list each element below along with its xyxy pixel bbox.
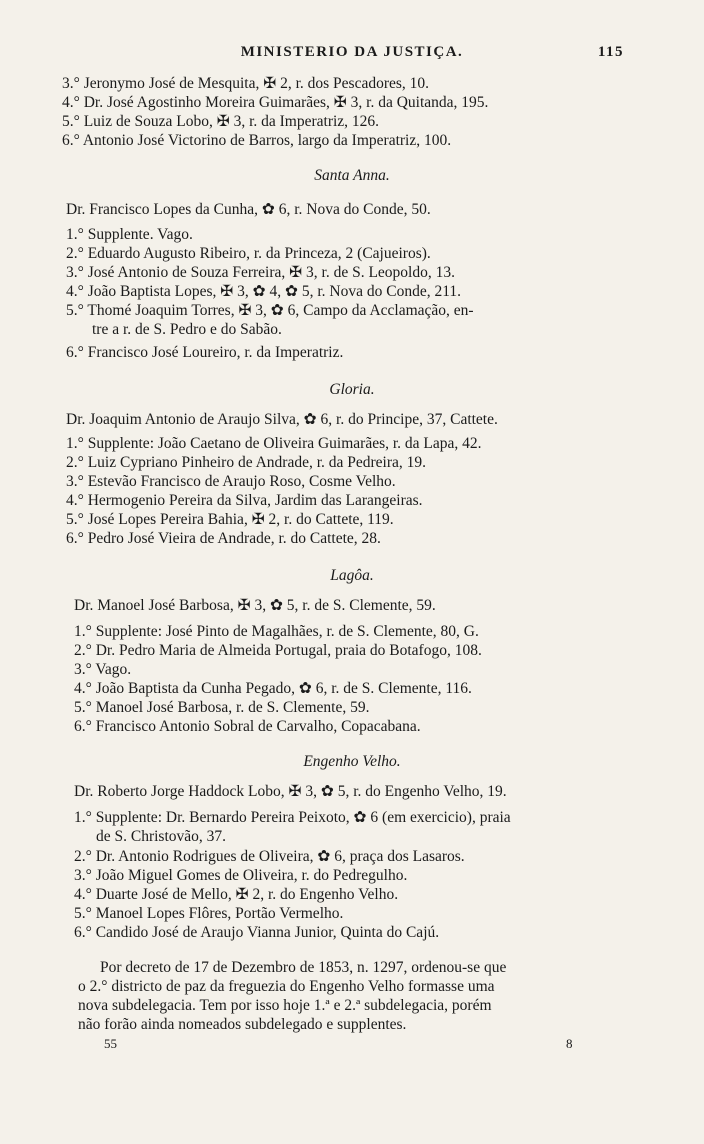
text-line (0, 491, 704, 510)
section-heading (0, 166, 704, 185)
text-line (0, 596, 704, 615)
text-line-content: Por decreto de 17 de Dezembro de 1853, n. 1297, ordenou-se que (100, 959, 507, 976)
text-line (0, 1015, 704, 1034)
text-line (0, 977, 704, 996)
text-line-content: 1.° Supplente: José Pinto de Magalhães, r. de S. Clemente, 80, G. (74, 623, 479, 640)
text-line (0, 225, 704, 244)
text-line-content: 3.° Jeronymo José de Mesquita, ✠ 2, r. dos Pescadores, 10. (62, 75, 430, 92)
page-number: 115 (597, 44, 624, 60)
text-line-content: 3.° Vago. (74, 661, 132, 678)
text-line-content: 4.° João Baptista Lopes, ✠ 3, ✿ 4, ✿ 5, r. Nova do Conde, 211. (66, 283, 462, 300)
section-heading-text: Engenho Velho. (303, 753, 401, 770)
text-line-content: 1.° Supplente: Dr. Bernardo Pereira Peixoto, ✿ 6 (em exercicio), praia (74, 809, 511, 826)
text-line (0, 679, 704, 698)
text-line-content: tre a r. de S. Pedro e do Sabão. (92, 321, 282, 338)
section-heading (0, 380, 704, 399)
text-line (0, 320, 704, 339)
text-line (0, 410, 704, 429)
text-line-content: Dr. Francisco Lopes da Cunha, ✿ 6, r. Nova do Conde, 50. (66, 201, 431, 218)
page-title: MINISTERIO DA JUSTIÇA. (240, 44, 464, 60)
text-line (0, 996, 704, 1015)
text-line-content: de S. Christovão, 37. (96, 828, 227, 845)
section-heading-text: Santa Anna. (314, 167, 390, 184)
text-line (0, 453, 704, 472)
text-line-content: não forão ainda nomeados subdelegado e supplentes. (78, 1016, 407, 1033)
text-line-content: 3.° Estevão Francisco de Araujo Roso, Cosme Velho. (66, 473, 396, 490)
text-line (0, 698, 704, 717)
page-header (0, 44, 704, 66)
text-line-content: 5.° Thomé Joaquim Torres, ✠ 3, ✿ 6, Campo da Acclamação, en- (66, 302, 474, 319)
text-line-content: 6.° Antonio José Victorino de Barros, largo da Imperatriz, 100. (62, 132, 452, 149)
text-line (0, 282, 704, 301)
text-line (0, 827, 704, 846)
text-line-content: 1.° Supplente. Vago. (66, 226, 193, 243)
text-line-content: 2.° Dr. Antonio Rodrigues de Oliveira, ✿ 6, praça dos Lasaros. (74, 848, 465, 865)
signature-mark: 55 (104, 1036, 117, 1051)
text-line-content: 4.° Hermogenio Pereira da Silva, Jardim das Larangeiras. (66, 492, 423, 509)
text-line-content: 2.° Luiz Cypriano Pinheiro de Andrade, r. da Pedreira, 19. (66, 454, 427, 471)
text-line (0, 244, 704, 263)
text-line (0, 472, 704, 491)
section-heading-text: Lagôa. (330, 567, 374, 584)
text-line (0, 923, 704, 942)
text-line-content: 4.° Dr. José Agostinho Moreira Guimarães, ✠ 3, r. da Quitanda, 195. (62, 94, 489, 111)
text-line-content: 6.° Pedro José Vieira de Andrade, r. do Cattete, 28. (66, 530, 381, 547)
text-line-content: nova subdelegacia. Tem por isso hoje 1.ª e 2.ª subdelegacia, porém (78, 997, 492, 1014)
text-line-content: 2.° Dr. Pedro Maria de Almeida Portugal, praia do Botafogo, 108. (74, 642, 482, 659)
text-line-content: 2.° Eduardo Augusto Ribeiro, r. da Princeza, 2 (Cajueiros). (66, 245, 431, 262)
text-line-content: 6.° Francisco José Loureiro, r. da Imperatriz. (66, 344, 344, 361)
text-line-content: 4.° Duarte José de Mello, ✠ 2, r. do Engenho Velho. (74, 886, 399, 903)
text-line (0, 93, 704, 112)
text-line (0, 808, 704, 827)
text-line-content: Dr. Roberto Jorge Haddock Lobo, ✠ 3, ✿ 5, r. do Engenho Velho, 19. (74, 783, 507, 800)
text-line (0, 200, 704, 219)
section-heading-text: Gloria. (329, 381, 375, 398)
text-line-content: Dr. Manoel José Barbosa, ✠ 3, ✿ 5, r. de S. Clemente, 59. (74, 597, 436, 614)
text-line-content: 1.° Supplente: João Caetano de Oliveira Guimarães, r. da Lapa, 42. (66, 435, 482, 452)
text-line (0, 74, 704, 93)
text-line (0, 112, 704, 131)
section-heading (0, 566, 704, 585)
text-line-content: 6.° Francisco Antonio Sobral de Carvalho, Copacabana. (74, 718, 421, 735)
text-line (0, 847, 704, 866)
text-line-content: 5.° Manoel Lopes Flôres, Portão Vermelho. (74, 905, 344, 922)
text-line (0, 958, 704, 977)
text-line-content: Dr. Joaquim Antonio de Araujo Silva, ✿ 6, r. do Principe, 37, Cattete. (66, 411, 498, 428)
text-line (0, 866, 704, 885)
text-line (0, 641, 704, 660)
text-line (0, 301, 704, 320)
text-line (0, 131, 704, 150)
text-line (0, 782, 704, 801)
text-line-content: o 2.° districto de paz da freguezia do Engenho Velho formasse uma (78, 978, 495, 995)
text-line-content: 6.° Candido José de Araujo Vianna Junior, Quinta do Cajú. (74, 924, 440, 941)
text-line (0, 717, 704, 736)
text-line (0, 622, 704, 641)
text-line-content: 3.° José Antonio de Souza Ferreira, ✠ 3, r. de S. Leopoldo, 13. (66, 264, 455, 281)
text-line-content: 3.° João Miguel Gomes de Oliveira, r. do Pedregulho. (74, 867, 408, 884)
text-line (0, 885, 704, 904)
section-heading (0, 752, 704, 771)
text-line (0, 263, 704, 282)
text-line (0, 434, 704, 453)
text-line-content: 5.° José Lopes Pereira Bahia, ✠ 2, r. do Cattete, 119. (66, 511, 394, 528)
text-line (0, 529, 704, 548)
printer-mark: 8 (566, 1036, 573, 1051)
text-line (0, 343, 704, 362)
text-line (0, 510, 704, 529)
text-line-content: 5.° Luiz de Souza Lobo, ✠ 3, r. da Imperatriz, 126. (62, 113, 380, 130)
text-line-content: 5.° Manoel José Barbosa, r. de S. Clemente, 59. (74, 699, 370, 716)
text-line (0, 660, 704, 679)
text-line-content: 4.° João Baptista da Cunha Pegado, ✿ 6, r. de S. Clemente, 116. (74, 680, 472, 697)
text-line (0, 904, 704, 923)
